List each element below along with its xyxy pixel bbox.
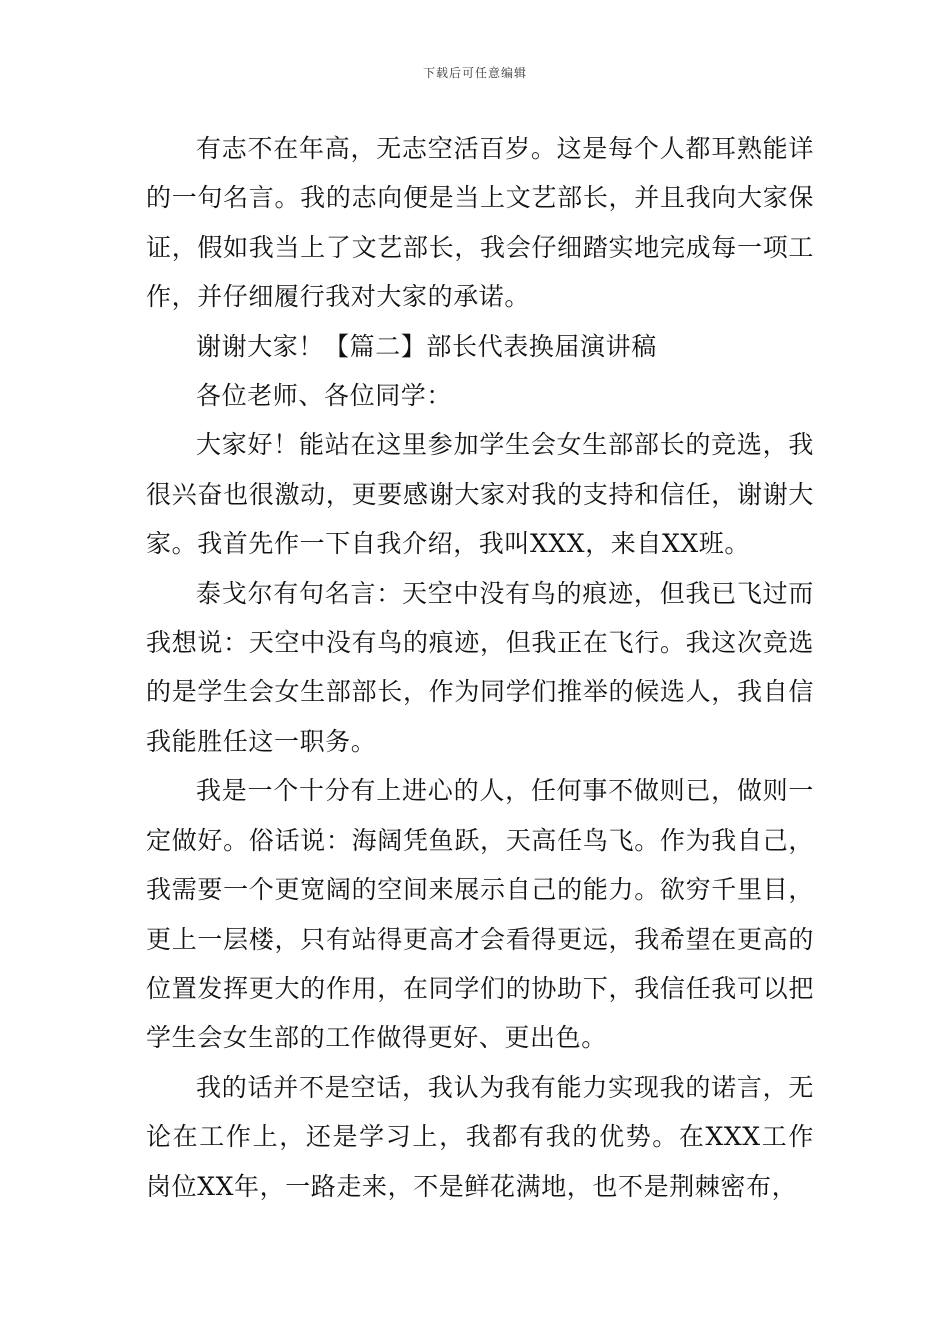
paragraph: 各位老师、各位同学： xyxy=(196,381,453,411)
document-body xyxy=(146,124,814,1211)
page-header: 下载后可任意编辑 xyxy=(422,66,527,80)
paragraph: 我的话并不是空话，我认为我有能力实现我的诺言，无论在工作上，还是学习上，我都有我的优势。在XXX工作岗位XX年，一路走来，不是鲜花满地，也不是荆棘密布， xyxy=(146,1072,814,1201)
paragraph: 有志不在年高，无志空活百岁。这是每个人都耳熟能详的一句名言。我的志向便是当上文艺部长，并且我向大家保证，假如我当上了文艺部长，我会仔细踏实地完成每一项工作，并仔细履行我对大家的承诺。 xyxy=(146,134,814,312)
paragraph: 谢谢大家！【篇二】部长代表换届演讲稿 xyxy=(196,331,657,361)
paragraph: 泰戈尔有句名言：天空中没有鸟的痕迹，但我已飞过而我想说：天空中没有鸟的痕迹，但我正在飞行。我这次竞选的是学生会女生部部长，作为同学们推举的候选人，我自信我能胜任这一职务。 xyxy=(146,578,814,756)
paragraph: 大家好！能站在这里参加学生会女生部部长的竞选，我很兴奋也很激动，更要感谢大家对我的支持和信任，谢谢大家。我首先作一下自我介绍，我叫XXX，来自XX班。 xyxy=(146,430,814,559)
paragraph: 我是一个十分有上进心的人，任何事不做则已，做则一定做好。俗话说：海阔凭鱼跃，天高任鸟飞。作为我自己，我需要一个更宽阔的空间来展示自己的能力。欲穷千里目，更上一层楼，只有站得更高才会看得更远，我希望在更高的位置发挥更大的作用，在同学们的协助下，我信任我可以把学生会女生部的工作做得更好、更出色。 xyxy=(146,776,814,1053)
